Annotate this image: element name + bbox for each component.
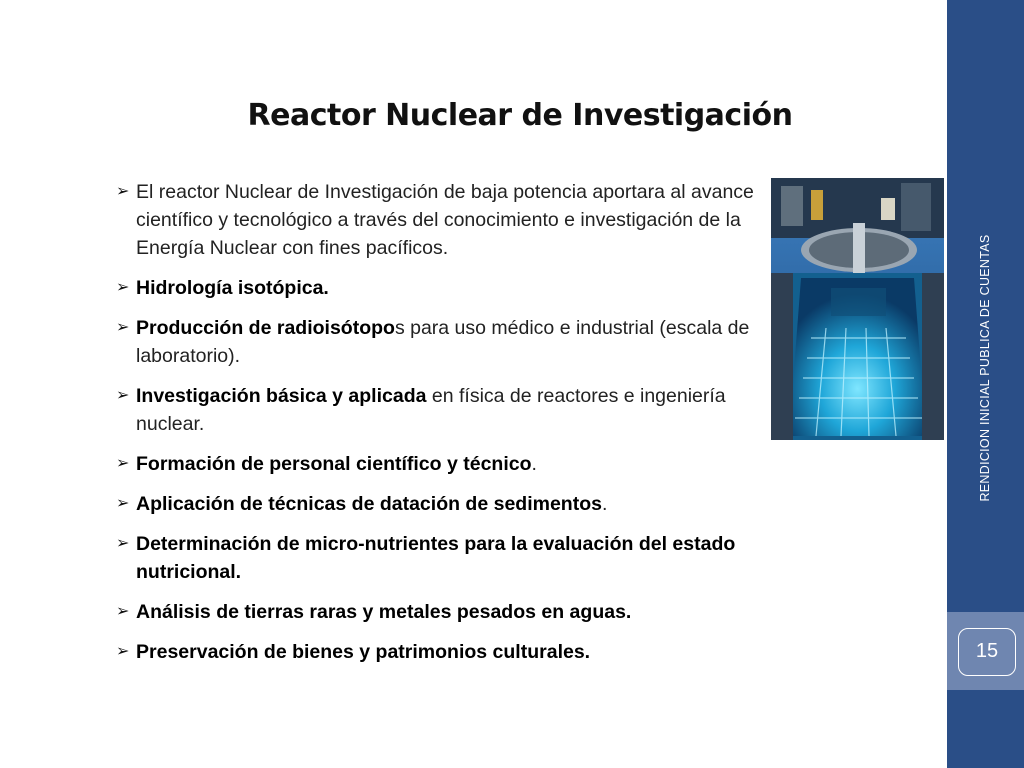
arrow-bullet-icon: ➢: [116, 455, 130, 472]
reactor-pool-photo: [771, 178, 944, 440]
bullet-bold-text: Hidrología isotópica.: [136, 277, 329, 299]
bullet-item: [116, 450, 766, 478]
bullet-bold-text: Formación de personal científico y técnico: [136, 453, 532, 475]
bullet-bold-text: Determinación de micro-nutrientes para la evaluación del estado nutricional.: [136, 533, 736, 583]
arrow-bullet-icon: ➢: [116, 279, 130, 296]
bullet-text: El reactor Nuclear de Investigación de baja potencia aportara al avance científico y tecnológico a través del conocimiento e investigación de la Energía Nuclear con fines pacíficos.: [136, 181, 754, 259]
bullet-text: s para uso médico e industrial (escala de laboratorio).: [136, 317, 750, 367]
bullet-text: en física de reactores e ingeniería nuclear.: [136, 385, 726, 435]
bullet-item: [116, 530, 766, 586]
arrow-bullet-icon: ➢: [116, 319, 130, 336]
bullet-item: [116, 382, 766, 438]
page-number: 15: [958, 628, 1016, 676]
arrow-bullet-icon: ➢: [116, 643, 130, 660]
bullet-bold-text: Análisis de tierras raras y metales pesados en aguas.: [136, 601, 632, 623]
arrow-bullet-icon: ➢: [116, 535, 130, 552]
slide-title: Reactor Nuclear de Investigación: [247, 98, 793, 133]
bullet-item: [116, 178, 766, 262]
arrow-bullet-icon: ➢: [116, 183, 130, 200]
bullet-text: .: [531, 453, 537, 475]
arrow-bullet-icon: ➢: [116, 495, 130, 512]
bullet-item: [116, 490, 766, 518]
bullet-item: [116, 274, 766, 302]
sidebar-label: RENDICION INICIAL PUBLICA DE CUENTAS: [978, 234, 992, 502]
bullet-text: .: [601, 493, 608, 515]
bullet-bold-text: Producción de radioisótopo: [136, 317, 395, 339]
bullet-item: [116, 314, 766, 370]
bullet-list: [116, 178, 766, 678]
bullet-item: [116, 638, 766, 666]
arrow-bullet-icon: ➢: [116, 603, 130, 620]
arrow-bullet-icon: ➢: [116, 387, 130, 404]
bullet-bold-text: Investigación básica y aplicada: [136, 385, 427, 407]
bullet-bold-text: Preservación de bienes y patrimonios culturales.: [136, 641, 591, 663]
bullet-bold-text: Aplicación de técnicas de datación de sedimentos: [136, 493, 602, 515]
bullet-item: [116, 598, 766, 626]
